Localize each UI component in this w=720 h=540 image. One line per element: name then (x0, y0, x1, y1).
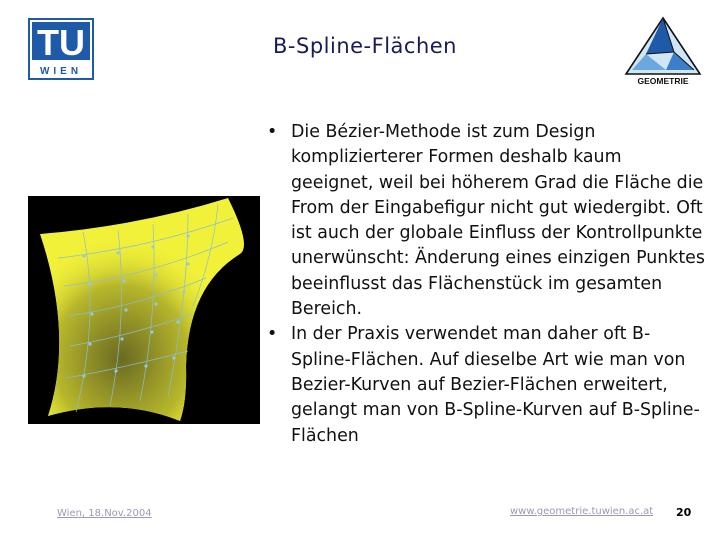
bullet-item (265, 120, 705, 322)
bullet-text: Die Bézier-Methode ist zum Design komplizierterer Formen deshalb kaum geeignet, weil bei höherem Grad die Fläche die From der Eingabefigur nicht gut wiedergibt. Oft ist auch der globale Einfluss der Kontrollpunkte unerwünscht: Änderung eines einzigen Punktes beeinflusst das Flächenstück im gesamten Bereich. (291, 122, 705, 320)
geometrie-logo-text: GEOMETRIE (637, 76, 689, 86)
footer-date: Wien, 18.Nov.2004 (57, 508, 152, 519)
footer-url-link[interactable]: www.geometrie.tuwien.ac.at (510, 506, 654, 517)
b-spline-surface-image (28, 196, 260, 424)
slide-title: B-Spline-Flächen (273, 34, 457, 58)
bullet-text: In der Praxis verwendet man daher oft B-Spline-Flächen. Auf dieselbe Art wie man von Bezier-Kurven auf Bezier-Flächen erweitert, gelangt man von B-Spline-Kurven auf B-Spline-Flächen (291, 324, 700, 446)
wien-logo-text: WIEN (39, 66, 83, 77)
bullet-list (265, 120, 705, 449)
page-number: 20 (676, 506, 692, 519)
bullet-dot: • (267, 122, 278, 142)
bullet-dot: • (267, 324, 278, 345)
geometrie-logo (622, 14, 704, 88)
tu-logo-text: TU (37, 22, 85, 63)
tu-wien-logo (28, 18, 94, 80)
bullet-item (265, 322, 705, 448)
